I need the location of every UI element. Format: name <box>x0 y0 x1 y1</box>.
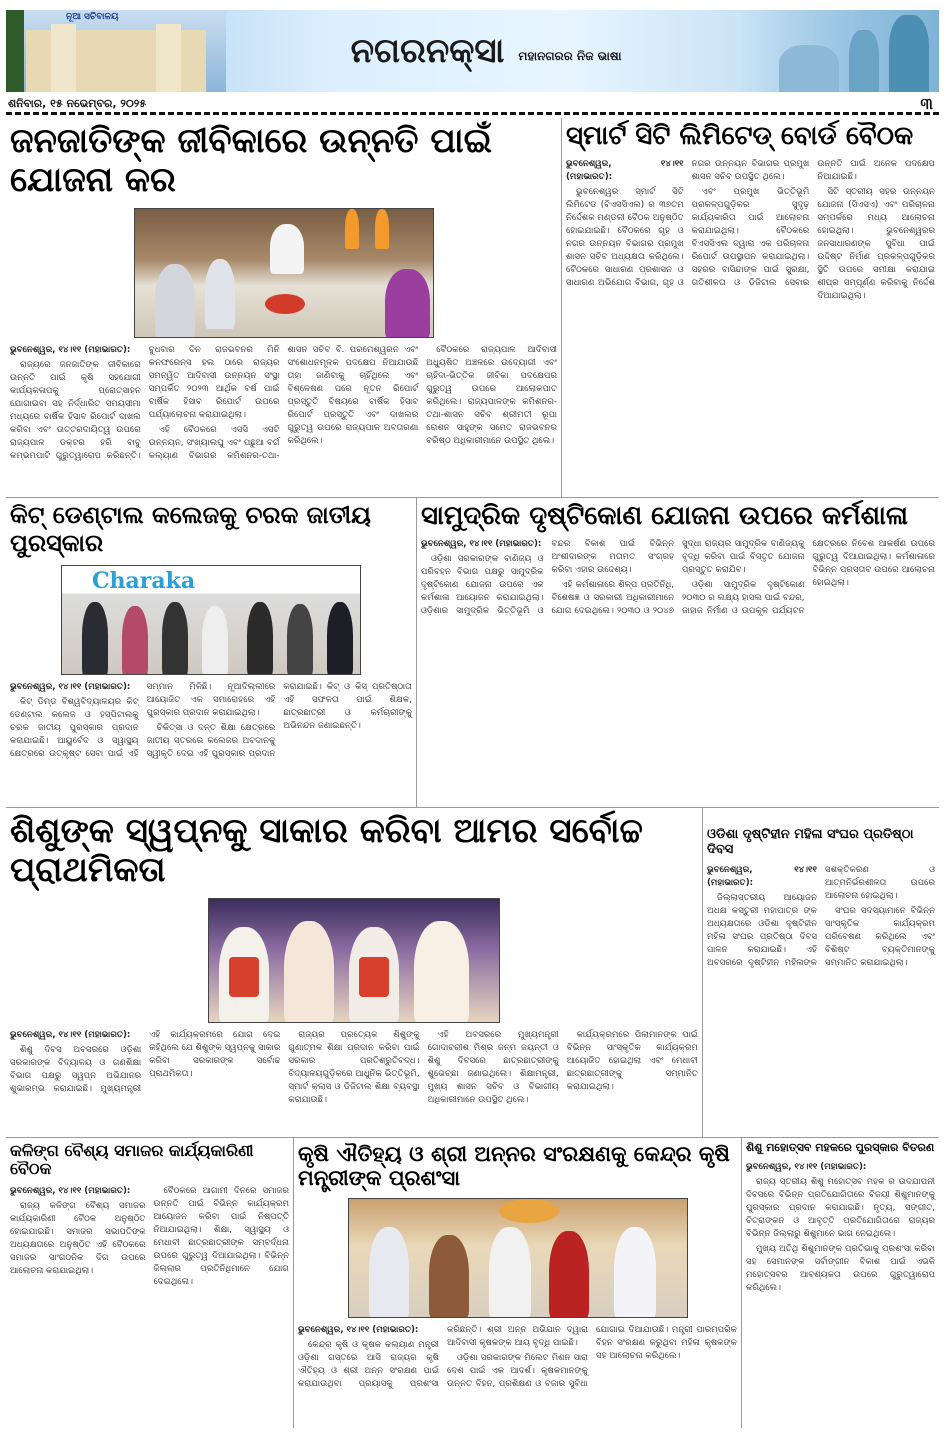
minister-photo <box>348 1198 688 1318</box>
secretariat-building-image <box>6 10 226 92</box>
dateline: ଭୁବନେଶ୍ୱର, ୧୪।୧୧ (ମହାଭାରତ): <box>298 1325 419 1336</box>
dateline: ଭୁବନେଶ୍ୱର, ୧୪।୧୧ (ମହାଭାରତ): <box>421 538 542 549</box>
article-paragraph: କେନ୍ଦ୍ର କୃଷି ଓ କୃଷକ କଲ୍ୟାଣ ମନ୍ତ୍ରୀ ଓଡ଼ିଶା ଗସ୍ତରେ ଆସି ରାଜ୍ୟର କୃଷି ଐତିହ୍ୟ ଓ ଶ୍ରୀ ଅନ୍ନ ସଂରକ୍ଷଣ ପାଇଁ କରାଯାଉଥିବା ପ୍ରୟାସକୁ ପ୍ରଶଂସା କରିଛନ୍ତି। ଶ୍ରୀ ଅନ୍ନ ଅଭିଯାନ ଦ୍ୱାରା ଆଦିବାସୀ କୃଷକଙ୍କ ଆୟ ବୃଦ୍ଧି ପାଇଛି। <box>298 1325 588 1390</box>
article-blind-women-association <box>702 808 939 1137</box>
temple-image <box>739 10 939 92</box>
article-paragraph: ଓଡ଼ିଶା ସରକାରଙ୍କ ମିଲେଟ ମିଶନ ସାରା ଦେଶ ପାଇଁ ଏକ ଆଦର୍ଶ। କୃଷକମାନଙ୍କୁ ଉନ୍ନତ ବିହନ, ପ୍ରଶିକ୍ଷଣ ଓ ବଜାର ସୁବିଧା ଯୋଗାଇ ଦିଆଯାଉଛି। ମନ୍ତ୍ରୀ ପାରମ୍ପରିକ ବିହନ ସଂରକ୍ଷଣ କରୁଥିବା ମହିଳା କୃଷକଙ୍କ ସହ ଆଲୋଚନା କରିଥିଲେ। <box>447 1325 737 1390</box>
article-paragraph: ରାଜ୍ୟର ପ୍ରତ୍ୟେକ ଶିଶୁଙ୍କୁ ଗୁଣାତ୍ମକ ଶିକ୍ଷା ପ୍ରଦାନ କରିବା ପାଇଁ ସରକାର ପ୍ରତିଶ୍ରୁତିବଦ୍ଧ। ବିଦ୍ୟାଳୟଗୁଡ଼ିକରେ ଆଧୁନିକ ଭିତ୍ତିଭୂମି, ସ୍ମାର୍ଟ କ୍ଲାସ ଓ ଡିଜିଟାଲ ଶିକ୍ଷା ବ୍ୟବସ୍ଥା କରାଯାଉଛି। <box>288 1030 420 1106</box>
article-paragraph: ଏହି ବୈଠକରେ ଏସସି ଏସଟି ଉନ୍ନୟନ, ସଂଖ୍ୟାଲଘୁ ଏବଂ ପଛୁଆ ବର୍ଗ କଲ୍ୟାଣ ବିଭାଗର କମିଶନର-ତଥା-ଶାସନ ସଚିବ ବି. ପରମେଶ୍ୱରନ ଏବଂ ସଂଶୋଧନମୂଳକ ପଦକ୍ଷେପ ନିଆଯାଉଛି ତାହା ଜାଣିବାକୁ ଚାହିଁଥିଲେ ଏବଂ ବିଶ୍ଳେଷଣ ପରେ ନୂତନ ରିପୋର୍ଟ ପ୍ରସ୍ତୁତି ବିଷୟରେ ବାର୍ଷିକ ହିସାବ ରିପୋର୍ଟ ପ୍ରସ୍ତୁତି ଏବଂ ଦାଖଲର ଗୁରୁତ୍ୱ ଉପରେ ରାଜ୍ୟପାଳ ଅବତାରଣା କରିଥିଲେ। <box>148 345 419 462</box>
article-body <box>10 896 698 1107</box>
article-kalinga-vaishya-meeting <box>6 1138 293 1428</box>
article-body <box>566 158 935 303</box>
article-body <box>707 864 935 971</box>
article-paragraph: ଶିଶୁ ଦିବସ ଅବସରରେ ଓଡ଼ିଶା ସରକାରଙ୍କ ବିଦ୍ୟାଳୟ ଓ ଗଣଶିକ୍ଷା ବିଭାଗ ପକ୍ଷରୁ ସ୍ୱପ୍ନ ଅଭିଯାନର ଶୁଭାରମ୍ଭ କରାଯାଇଛି। ମୁଖ୍ୟମନ୍ତ୍ରୀ ଏହି କାର୍ଯ୍ୟକ୍ରମରେ ଯୋଗ ଦେଇ କହିଥିଲେ ଯେ ଶିଶୁଙ୍କ ସ୍ୱପ୍ନକୁ ସାକାର କରିବା ସରକାରଙ୍କ ସର୍ବୋଚ୍ଚ ପ୍ରାଥମିକତା। <box>10 1030 281 1095</box>
headline: ସ୍ମାର୍ଟ ସିଟି ଲିମିଟେଡ୍ ବୋର୍ଡ ବୈଠକ <box>566 121 914 151</box>
article-paragraph: ଏବଂ ପ୍ରମୁଖ ଭିତ୍ତିଭୂମି ପ୍ରକଳ୍ପଗୁଡ଼ିକର ସୁଦୃଢ଼ କାର୍ଯ୍ୟକାରିତା ପାଇଁ ଆଲୋଚନା କରାଯାଇଥିଲା। ବୈଠକରେ ବିଏସସିଏଲ ଦ୍ୱାରା ଏକ ପରିଚାଳନା ରିପୋର୍ଟ ଉପସ୍ଥାପନ କରାଯାଇଥିଲା। ସହରର ବାସିନ୍ଦାଙ୍କ ପାଇଁ ସୁରକ୍ଷା, ଗତିଶୀଳତା ଓ ଡିଜିଟାଲ ସେବାର ଉନ୍ନତି ପାଇଁ ଅନେକ ପଦକ୍ଷେପ ନିଆଯାଇଛି। <box>691 158 935 288</box>
page-number: ୩ <box>920 94 933 113</box>
headline: ଜନଜାତିଙ୍କ ଜୀବିକାରେ ଉନ୍ନତି ପାଇଁ ଯୋଜନା କର <box>10 121 492 201</box>
headline: କୃଷି ଐତିହ୍ୟ ଓ ଶ୍ରୀ ଅନ୍ନର ସଂରକ୍ଷଣକୁ କେନ୍ଦ୍ର କୃଷି ମନ୍ତ୍ରୀଙ୍କ ପ୍ରଶଂସା <box>298 1142 730 1191</box>
article-paragraph: କାର୍ଯ୍ୟକ୍ରମରେ ପିଲାମାନଙ୍କ ପାଇଁ ବିଭିନ୍ନ ସାଂସ୍କୃତିକ କାର୍ଯ୍ୟକ୍ରମ ଆୟୋଜିତ ହୋଇଥିଲା ଏବଂ ମେଧାବୀ ଛାତ୍ରଛାତ୍ରୀଙ୍କୁ ସମ୍ମାନିତ କରାଯାଇଥିଲା। <box>566 1030 698 1093</box>
dateline: ଭୁବନେଶ୍ୱର, ୧୪।୧୧ (ମହାଭାରତ): <box>10 1185 131 1196</box>
article-paragraph: ଚିକିତ୍ସା ଓ ଦନ୍ତ ଶିକ୍ଷା କ୍ଷେତ୍ରରେ ଜାତୀୟ ସ୍ତରରେ କଲେଜର ଅବଦାନକୁ ସ୍ୱୀକୃତି ଦେଇ ଏହି ପୁରସ୍କାର ପ୍ରଦାନ କରାଯାଇଛି। କିଟ୍ ଓ କିସ୍ ପ୍ରତିଷ୍ଠାତା ଏହି ସଫଳତା ପାଇଁ ଶିକ୍ଷକ, ଛାତ୍ରଛାତ୍ରୀ ଓ କର୍ମଚାରୀଙ୍କୁ ଅଭିନନ୍ଦନ ଜଣାଇଛନ୍ତି। <box>146 682 412 760</box>
dateline: ଭୁବନେଶ୍ୱର, ୧୪।୧୧ (ମହାଭାରତ): <box>566 158 684 182</box>
headline: ସାମୁଦ୍ରିକ ଦୃଷ୍ଟିକୋଣ ଯୋଜନା ଉପରେ କର୍ମଶାଳା <box>421 501 908 531</box>
headline: ଶିଶୁଙ୍କ ସ୍ୱପ୍ନକୁ ସାକାର କରିବା ଆମର ସର୍ବୋଚ୍ଚ ପ୍ରାଥମିକତା <box>10 811 643 891</box>
article-maritime-workshop <box>416 498 939 807</box>
article-paragraph: ବୈଠକରେ ରାଜ୍ୟପାଳ ଆଦିବାସୀ ଅଧ୍ୟୁଷିତ ଅଞ୍ଚଳରେ ଉଦ୍ୟୋଗୀ ଏବଂ ଚାହିଦା-ଭିତ୍ତିକ ଜୀବିକା ପଦକ୍ଷେପର ଗୁରୁତ୍ୱ ଉପରେ ଆଲୋକପାତ କରିଥିଲେ। ରାଜ୍ୟପାଳଙ୍କ କମିଶନର-ତଥା-ଶାସନ ସଚିବ ଶ୍ରୀମତୀ ରୂପା ରୋଶନ ସାହୁଙ୍କ ସମେତ ରାଜଭବନର ବରିଷ୍ଠ ଅଧିକାରୀମାନେ ଉପସ୍ଥିତ ଥିଲେ। <box>426 345 557 447</box>
article-body <box>298 1196 737 1391</box>
dateline: ଭୁବନେଶ୍ୱର, ୧୪।୧୧ (ମହାଭାରତ): <box>10 345 131 356</box>
dateline: ଭୁବନେଶ୍ୱର, ୧୪।୧୧ (ମହାଭାରତ): <box>10 682 131 693</box>
article-paragraph: ଜିଲ୍ଲାସ୍ତରୀୟ ଆୟୋଜନ ଅଧକ୍ଷ କସ୍ତୁରୀ ମହାପାତ୍ର ଙ୍କ ଅଧ୍ୟକ୍ଷତାରେ ଓଡିଶା ଦୃଷ୍ଟିହୀନ ମହିଳା ସଂଘର ପ୍ରତିଷ୍ଠା ଦିବସ ପାଳନ କରାଯାଇଛି। ଏହି ଅବସରରେ ଦୃଷ୍ଟିହୀନ ମହିଳାଙ୍କ ସଶକ୍ତିକରଣ ଓ ଆତ୍ମନିର୍ଭରଶୀଳତା ଉପରେ ଆଲୋଚନା ହୋଇଥିଲା। <box>707 864 935 968</box>
article-body <box>746 1161 935 1297</box>
masthead-divider <box>6 112 939 115</box>
article-paragraph: ସିଟି ସ୍ତରୀୟ ସହର ଉନ୍ନୟନ ଯୋଜନା (ସିଏସଏ) ଏବଂ ପରିଚାଳନା ସମ୍ପର୍କରେ ମଧ୍ୟ ଆଲୋଚନା ହୋଇଥିଲା। ଭୁବନେଶ୍ୱରର ଜନସାଧାରଣଙ୍କ ସୁବିଧା ପାଇଁ ଉଦ୍ଦିଷ୍ଟ ନିର୍ମାଣ ପ୍ରକଳ୍ପଗୁଡ଼ିକର ସ୍ଥିତି ଉପରେ ସମୀକ୍ଷା କରାଯାଇ ଶୀଘ୍ର ସମ୍ପୂର୍ଣ୍ଣ କରିବାକୁ ନିର୍ଦ୍ଦେଶ ଦିଆଯାଇଥିଲା। <box>817 186 935 301</box>
article-paragraph: ମୁଖ୍ୟ ଅତିଥି ଶିଶୁମାନଙ୍କ ପ୍ରତିଭାକୁ ପ୍ରଶଂସା କରିବା ସହ ସେମାନଙ୍କ ସର୍ବାଙ୍ଗୀନ ବିକାଶ ପାଇଁ ଏଭଳି ମହୋତ୍ସବର ଆବଶ୍ୟକତା ଉପରେ ଗୁରୁତ୍ୱାରୋପ କରିଥିଲେ। <box>746 1243 935 1293</box>
article-paragraph: ରାଜ୍ୟ ସ୍ତରୀୟ ଶିଶୁ ମହୋତ୍ସବ ମହକ ର ଉଦଯାପନୀ ଦିବସରେ ବିଭିନ୍ନ ପ୍ରତିଯୋଗିତାରେ ବିଜୟୀ ଶିଶୁମାନଙ୍କୁ ପୁରସ୍କାର ପ୍ରଦାନ କରାଯାଇଛି। ନୃତ୍ୟ, ସଙ୍ଗୀତ, ଚିତ୍ରାଙ୍କନ ଓ ଆବୃତ୍ତି ପ୍ରତିଯୋଗିତାରେ ରାଜ୍ୟର ବିଭିନ୍ନ ଜିଲ୍ଲାରୁ ଶିଶୁମାନେ ଭାଗ ନେଇଥିଲେ। <box>746 1176 935 1239</box>
award-photo <box>61 565 361 675</box>
headline: କଳିଙ୍ଗ ବୈଶ୍ୟ ସମାଜର କାର୍ଯ୍ୟକାରିଣୀ ବୈଠକ <box>10 1141 254 1179</box>
article-paragraph: ରାଜ୍ୟରେ ଜନଜାତିଙ୍କ ଜୀବିକାରେ ଉନ୍ନତି ପାଇଁ କୃଷି ସହଯୋଗୀ କାର୍ଯ୍ୟକଳାପକୁ ପ୍ରୋତ୍ସାହନ ଯୋଗାଇବା ସହ ନିର୍ଦ୍ଧାରିତ ସମୟସୀମା ମଧ୍ୟରେ ବାର୍ଷିକ ହିସାବ ରିପୋର୍ଟ ଦାଖଲ କରିବା ଏବଂ ଉତ୍ତରଦାୟିତ୍ୱ ଉପରେ ରାଜ୍ୟପାଳ ଡକ୍ଟର ହରି ବାବୁ କମ୍ଭମପାଟି ଗୁରୁତ୍ୱାରୋପ କରିଛନ୍ତି। ବୁଧବାର ଦିନ ରାଜଭବନର ମିନି କନଫରେନ୍ସ ହଲ ଠାରେ ରାଜ୍ୟର ସମନ୍ୱିତ ଆଦିବାସୀ ଉନ୍ନୟନ ସଂସ୍ଥା ସମ୍ପର୍କିତ ୨୦୨୩ ଆର୍ଥିକ ବର୍ଷ ପାଇଁ ବାର୍ଷିକ ହିସାବ ରିପୋର୍ଟ ଉପରେ ପର୍ଯ୍ୟାଲୋଚନା କରାଯାଇଥିଲା। <box>10 345 280 462</box>
building-sign: ନୂଆ ସଚିବାଳୟ <box>66 12 119 22</box>
article-paragraph: ଓଡ଼ିଶା ସରକାରଙ୍କ ବାଣିଜ୍ୟ ଓ ପରିବହନ ବିଭାଗ ପକ୍ଷରୁ ସାମୁଦ୍ରିକ ଦୃଷ୍ଟିକୋଣ ଯୋଜନା ଉପରେ ଏକ କର୍ମଶାଳା ଆୟୋଜନ କରାଯାଇଥିଲା। ଓଡ଼ିଶାର ସାମୁଦ୍ରିକ ଭିତ୍ତିଭୂମି ଓ ବନ୍ଦର ବିକାଶ ପାଇଁ ବିଭିନ୍ନ ଅଂଶୀଦାରଙ୍କ ମତାମତ ସଂଗ୍ରହ କରିବା ଏହାର ଉଦ୍ଦେଶ୍ୟ। <box>421 538 674 616</box>
article-body <box>10 1185 289 1289</box>
article-paragraph: ଏହି ଅବସରରେ ମୁଖ୍ୟମନ୍ତ୍ରୀ ଗୋଦାବରୀଶ ମିଶ୍ର ଜନ୍ମ ଜୟନ୍ତୀ ଓ ଶିଶୁ ଦିବସରେ ଛାତ୍ରଛାତ୍ରୀଙ୍କୁ ଶୁଭେଚ୍ଛା ଜଣାଇଥିଲେ। ଶିକ୍ଷାମନ୍ତ୍ରୀ, ମୁଖ୍ୟ ଶାସନ ସଚିବ ଓ ବିଭାଗୀୟ ଅଧିକାରୀମାନେ ଉପସ୍ଥିତ ଥିଲେ। <box>427 1030 559 1106</box>
article-children-dreams <box>6 808 702 1137</box>
article-paragraph: ଓଡ଼ିଶା ସାମୁଦ୍ରିକ ଦୃଷ୍ଟିକୋଣ ୨୦୩୦ ର ଲକ୍ଷ୍ୟ ହାସଲ ପାଇଁ ବନ୍ଦର, ଜାହାଜ ନିର୍ମାଣ ଓ ଉପକୂଳ ପର୍ଯ୍ୟଟନ କ୍ଷେତ୍ରରେ ନିବେଶ ଆକର୍ଷଣ ଉପରେ ଗୁରୁତ୍ୱ ଦିଆଯାଇଥିଲା। କର୍ମଶାଳାରେ ବିଭିନ୍ନ ପ୍ରସ୍ତାବ ଉପରେ ଆଲୋଚନା ହୋଇଥିଲା। <box>682 538 935 616</box>
news-row <box>6 118 939 498</box>
article-paragraph: ଏହି କର୍ମଶାଳାରେ ଶିଳ୍ପ ପ୍ରତିନିଧି, ବିଶେଷଜ୍ଞ ଓ ସରକାରୀ ଅଧିକାରୀମାନେ ଯୋଗ ଦେଇଥିଲେ। ୨୦୩୦ ଓ ୨୦୪୭ ସୁଦ୍ଧା ରାଜ୍ୟର ସାମୁଦ୍ରିକ ବାଣିଜ୍ୟକୁ ବୃଦ୍ଧି କରିବା ପାଇଁ ବିସ୍ତୃତ ଯୋଜନା ପ୍ରସ୍ତୁତ କରାଯିବ। <box>551 538 805 616</box>
news-row <box>6 498 939 808</box>
article-tribal-livelihood <box>6 118 561 497</box>
article-children-festival-awards <box>741 1138 939 1428</box>
newspaper-title: ନଗରନକ୍ସା <box>350 31 505 71</box>
headline: ଓଡିଶା ଦୃଷ୍ଟିହୀନ ମହିଳା ସଂଘର ପ୍ରତିଷ୍ଠା ଦିବସ <box>707 827 914 857</box>
charaka-logo: Charaka <box>92 568 196 595</box>
news-row <box>6 1138 939 1428</box>
article-paragraph: ଭୁବନେଶ୍ୱର ସ୍ମାର୍ଟ ସିଟି ଲିମିଟେଡ (ବିଏସସିଏଲ) ର ୩୭ତମ ନିର୍ଦ୍ଦେଶକ ମଣ୍ଡଳୀ ବୈଠକ ଅନୁଷ୍ଠିତ ହୋଇଯାଇଛି। ବୈଠକରେ ଗୃହ ଓ ନଗର ଉନ୍ନୟନ ବିଭାଗର ପ୍ରମୁଖ ଶାସନ ସଚିବ ଅଧ୍ୟକ୍ଷତା କରିଥିଲେ। ବୈଠକରେ ସାଧାରଣ ପ୍ରଶାସନ ଓ ସାଧାରଣ ଅଭିଯୋଗ ବିଭାଗ, ଗୃହ ଓ ନଗର ଉନ୍ନୟନ ବିଭାଗର ପ୍ରମୁଖ ଶାସନ ସଚିବ ଉପସ୍ଥିତ ଥିଲେ। <box>566 158 810 288</box>
article-body <box>421 538 935 618</box>
event-photo <box>208 898 500 1023</box>
article-charaka-award <box>6 498 416 807</box>
article-paragraph: କିଟ୍ ଡିମ୍ଡ ବିଶ୍ୱବିଦ୍ୟାଳୟର କିଟ୍ ଡେଣ୍ଟାଲ କଲେଜ ଓ ହସ୍ପିଟାଲକୁ ଚରକ ଜାତୀୟ ପୁରସ୍କାର ପ୍ରଦାନ କରାଯାଇଛି। ଆୟୁର୍ବେଦ ଓ ସ୍ୱାସ୍ଥ୍ୟ କ୍ଷେତ୍ରରେ ଉତ୍କୃଷ୍ଟ ସେବା ପାଇଁ ଏହି ସମ୍ମାନ ମିଳିଛି। ନୂଆଦିଲ୍ଲୀରେ ଆୟୋଜିତ ଏକ ସମାରୋହରେ ଏହି ପୁରସ୍କାର ପ୍ରଦାନ କରାଯାଇଥିଲା। <box>10 682 276 760</box>
dateline: ଭୁବନେଶ୍ୱର, ୧୪।୧୧ (ମହାଭାରତ): <box>707 864 817 888</box>
article-body <box>10 563 412 761</box>
article-body <box>10 206 557 463</box>
masthead-banner <box>6 10 939 92</box>
issue-date: ଶନିବାର, ୧୫ ନଭେମ୍ବର, ୨୦୨୫ <box>8 97 147 110</box>
article-paragraph: ସଂଘର ସଦସ୍ୟାମାନେ ବିଭିନ୍ନ ସାଂସ୍କୃତିକ କାର୍ଯ୍ୟକ୍ରମ ପରିବେଷଣ କରିଥିଲେ ଏବଂ ବିଶିଷ୍ଟ ବ୍ୟକ୍ତିମାନଙ୍କୁ ସମ୍ମାନିତ କରାଯାଇଥିଲା। <box>825 905 935 968</box>
headline: ଶିଶୁ ମହୋତ୍ସବ ମହକରେ ପୁରସ୍କାର ବିତରଣ <box>746 1141 935 1154</box>
headline: କିଟ୍ ଡେଣ୍ଟାଲ କଲେଜକୁ ଚରକ ଜାତୀୟ ପୁରସ୍କାର <box>10 501 371 557</box>
meeting-photo <box>134 208 434 338</box>
dateline: ଭୁବନେଶ୍ୱର, ୧୪।୧୧ (ମହାଭାରତ): <box>10 1030 131 1041</box>
news-row <box>6 808 939 1138</box>
dateline: ଭୁବନେଶ୍ୱର, ୧୪।୧୧ (ମହାଭାରତ): <box>746 1161 867 1172</box>
article-agriculture-heritage <box>293 1138 741 1428</box>
article-smart-city <box>561 118 939 497</box>
article-paragraph: ବୈଠକରେ ଆଗାମୀ ଦିନରେ ସମାଜର ଉନ୍ନତି ପାଇଁ ବିଭିନ୍ନ କାର୍ଯ୍ୟକ୍ରମ ଆୟୋଜନ କରିବା ପାଇଁ ନିଷ୍ପତ୍ତି ନିଆଯାଇଥିଲା। ଶିକ୍ଷା, ସ୍ୱାସ୍ଥ୍ୟ ଓ ମେଧାବୀ ଛାତ୍ରଛାତ୍ରୀଙ୍କ ସମ୍ବର୍ଦ୍ଧନା ଉପରେ ଗୁରୁତ୍ୱ ଦିଆଯାଇଥିଲା। ବିଭିନ୍ନ ଜିଲ୍ଲାର ପ୍ରତିନିଧିମାନେ ଯୋଗ ଦେଇଥିଲେ। <box>153 1185 289 1287</box>
article-paragraph: ରାଜ୍ୟ କଳିଙ୍ଗ ବୈଶ୍ୟ ସମାଜର କାର୍ଯ୍ୟକାରିଣୀ ବୈଠକ ଅନୁଷ୍ଠିତ ହୋଇଯାଇଛି। ସମାଜର ସଭାପତିଙ୍କ ଅଧ୍ୟକ୍ଷତାରେ ଅନୁଷ୍ଠିତ ଏହି ବୈଠକରେ ସମାଜର ସାଂଗଠନିକ ଦିଗ ଉପରେ ଆଲୋଚନା କରାଯାଇଥିଲା। <box>10 1200 146 1276</box>
newspaper-tagline: ମହାନଗରର ନିଜ ଭାଷା <box>518 48 622 63</box>
masthead <box>0 0 945 118</box>
